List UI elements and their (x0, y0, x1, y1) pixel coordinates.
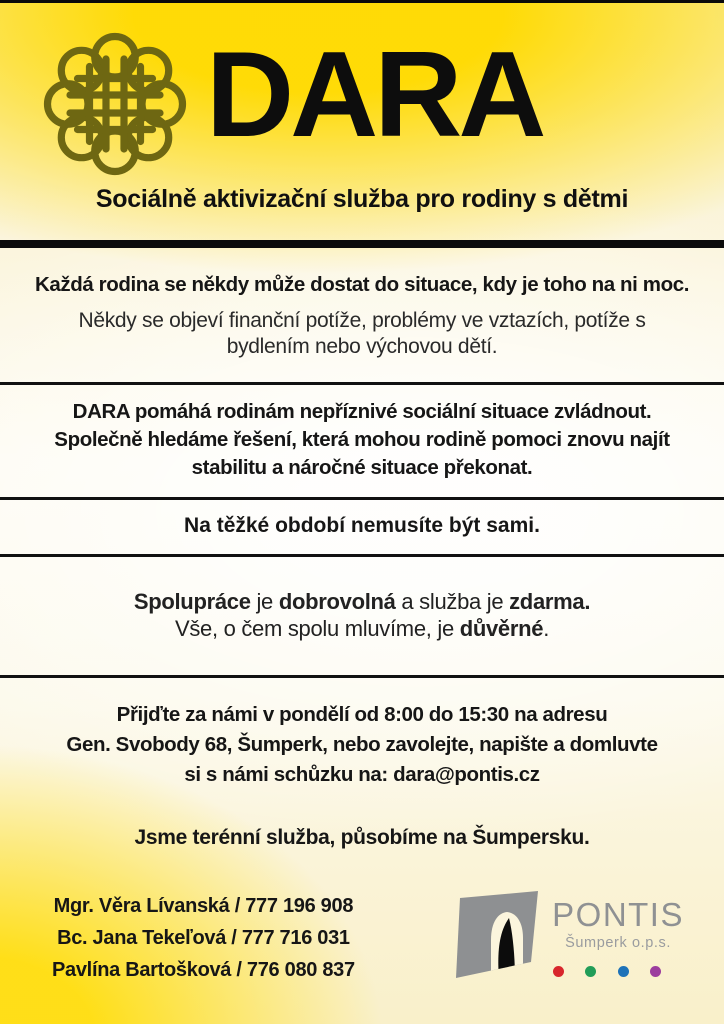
contacts-block (52, 890, 355, 986)
pontis-bridge-icon (454, 890, 542, 980)
visit-line: Přijďte za námi v pondělí od 8:00 do 15:30 na adresu (116, 703, 608, 726)
visit-line: Gen. Svobody 68, Šumperk, nebo zavolejte, napište a domluvte (66, 733, 658, 756)
cooperation-segment: důvěrné (459, 616, 544, 641)
coverage-text: Jsme terénní služba, působíme na Šumpersku. (134, 826, 590, 849)
pontis-dots (552, 966, 662, 977)
dot-red (553, 966, 564, 977)
cooperation-segment: Spolupráce (133, 589, 251, 614)
pontis-subtitle: Šumperk o.p.s. (565, 935, 672, 951)
cooperation-segment: a služba je (395, 589, 510, 614)
bottom-row (0, 890, 724, 986)
section-contact (0, 678, 724, 1024)
section-mission (0, 385, 724, 497)
intro-line: Někdy se objeví finanční potíže, problémy ve vztazích, potíže s (78, 309, 646, 332)
section-intro (0, 248, 724, 382)
visit-block (0, 700, 724, 790)
cooperation-segment: . (543, 616, 550, 641)
intro-headline: Každá rodina se někdy může dostat do situace, kdy je toho na ni moc. (34, 273, 689, 296)
header (0, 3, 724, 240)
intro-body (0, 308, 724, 360)
title-row (0, 3, 724, 179)
dot-purple (650, 966, 661, 977)
cooperation-segment: zdarma. (509, 589, 591, 614)
pontis-wordmark: PONTIS (552, 896, 684, 933)
mission-line: Společně hledáme řešení, která mohou rodině pomoci znovu najít (54, 428, 670, 451)
page-subtitle: Sociálně aktivizační služba pro rodiny s dětmi (95, 185, 629, 213)
contact-row: Bc. Jana Tekeľová / 777 716 031 (57, 927, 350, 949)
section-support (0, 500, 724, 554)
cooperation-line-1 (0, 588, 724, 615)
mission-line: stabilitu a náročné situace překonat. (191, 456, 533, 479)
dot-blue (618, 966, 629, 977)
cooperation-line-2 (0, 615, 724, 642)
dara-celtic-knot-icon (40, 29, 190, 179)
intro-line: bydlením nebo výchovou dětí. (226, 335, 498, 358)
visit-line: si s námi schůzku na: dara@pontis.cz (184, 763, 540, 786)
divider-bar (0, 240, 724, 248)
contact-row: Mgr. Věra Lívanská / 777 196 908 (53, 895, 354, 917)
section-cooperation (0, 557, 724, 675)
mission-line: DARA pomáhá rodinám nepříznivé sociální situace zvládnout. (72, 400, 652, 423)
cooperation-segment: je (250, 589, 279, 614)
pontis-logo (454, 890, 684, 980)
page-title: DARA (206, 26, 543, 162)
pontis-text-block (552, 890, 684, 977)
cooperation-segment: Vše, o čem spolu mluvíme, je (174, 616, 460, 641)
dot-green (585, 966, 596, 977)
contact-row: Pavlína Bartošková / 776 080 837 (52, 959, 355, 981)
support-text: Na těžké období nemusíte být sami. (184, 514, 540, 537)
cooperation-segment: dobrovolná (278, 589, 396, 614)
